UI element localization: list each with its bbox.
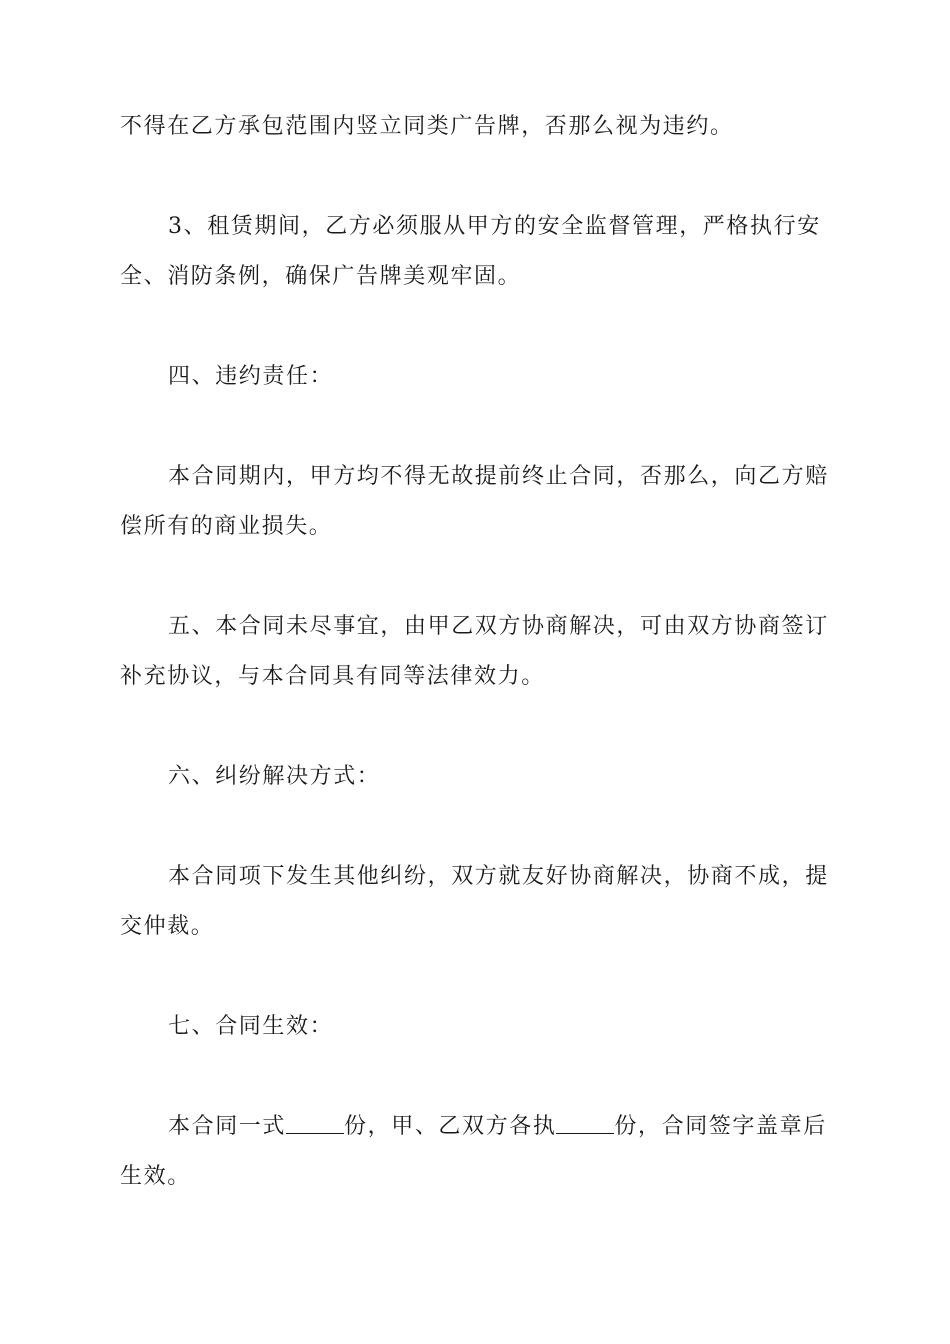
paragraph-breach-liability: 本合同期内，甲方均不得无故提前终止合同，否那么，向乙方赔偿所有的商业损失。 bbox=[120, 464, 829, 539]
copies-each-blank bbox=[556, 1113, 614, 1134]
paragraph-section-5: 五、本合同未尽事宜，由甲乙双方协商解决，可由双方协商签订补充协议，与本合同具有同等法律效力。 bbox=[120, 614, 829, 689]
copies-total-blank bbox=[286, 1113, 344, 1134]
paragraph-dispute-resolution: 本合同项下发生其他纠纷，双方就友好协商解决，协商不成，提交仲裁。 bbox=[120, 864, 829, 939]
section-heading-dispute-resolution: 六、纠纷解决方式： bbox=[168, 764, 381, 789]
section-heading-breach-liability: 四、违约责任： bbox=[168, 364, 334, 389]
paragraph-clause-3: 3、租赁期间，乙方必须服从甲方的安全监督管理，严格执行安全、消防条例，确保广告牌美观牢固。 bbox=[120, 214, 821, 289]
paragraph-contract-effect bbox=[120, 1102, 832, 1202]
paragraph-continuation: 不得在乙方承包范围内竖立同类广告牌，否那么视为违约。 bbox=[120, 114, 734, 139]
section-heading-contract-effect: 七、合同生效： bbox=[168, 1014, 334, 1039]
contract-effect-text-3: 份，合同签字盖章后生效。 bbox=[120, 1114, 827, 1189]
contract-effect-text-2: 份，甲、乙双方各执 bbox=[344, 1114, 557, 1139]
contract-effect-text-1: 本合同一式 bbox=[168, 1114, 287, 1139]
